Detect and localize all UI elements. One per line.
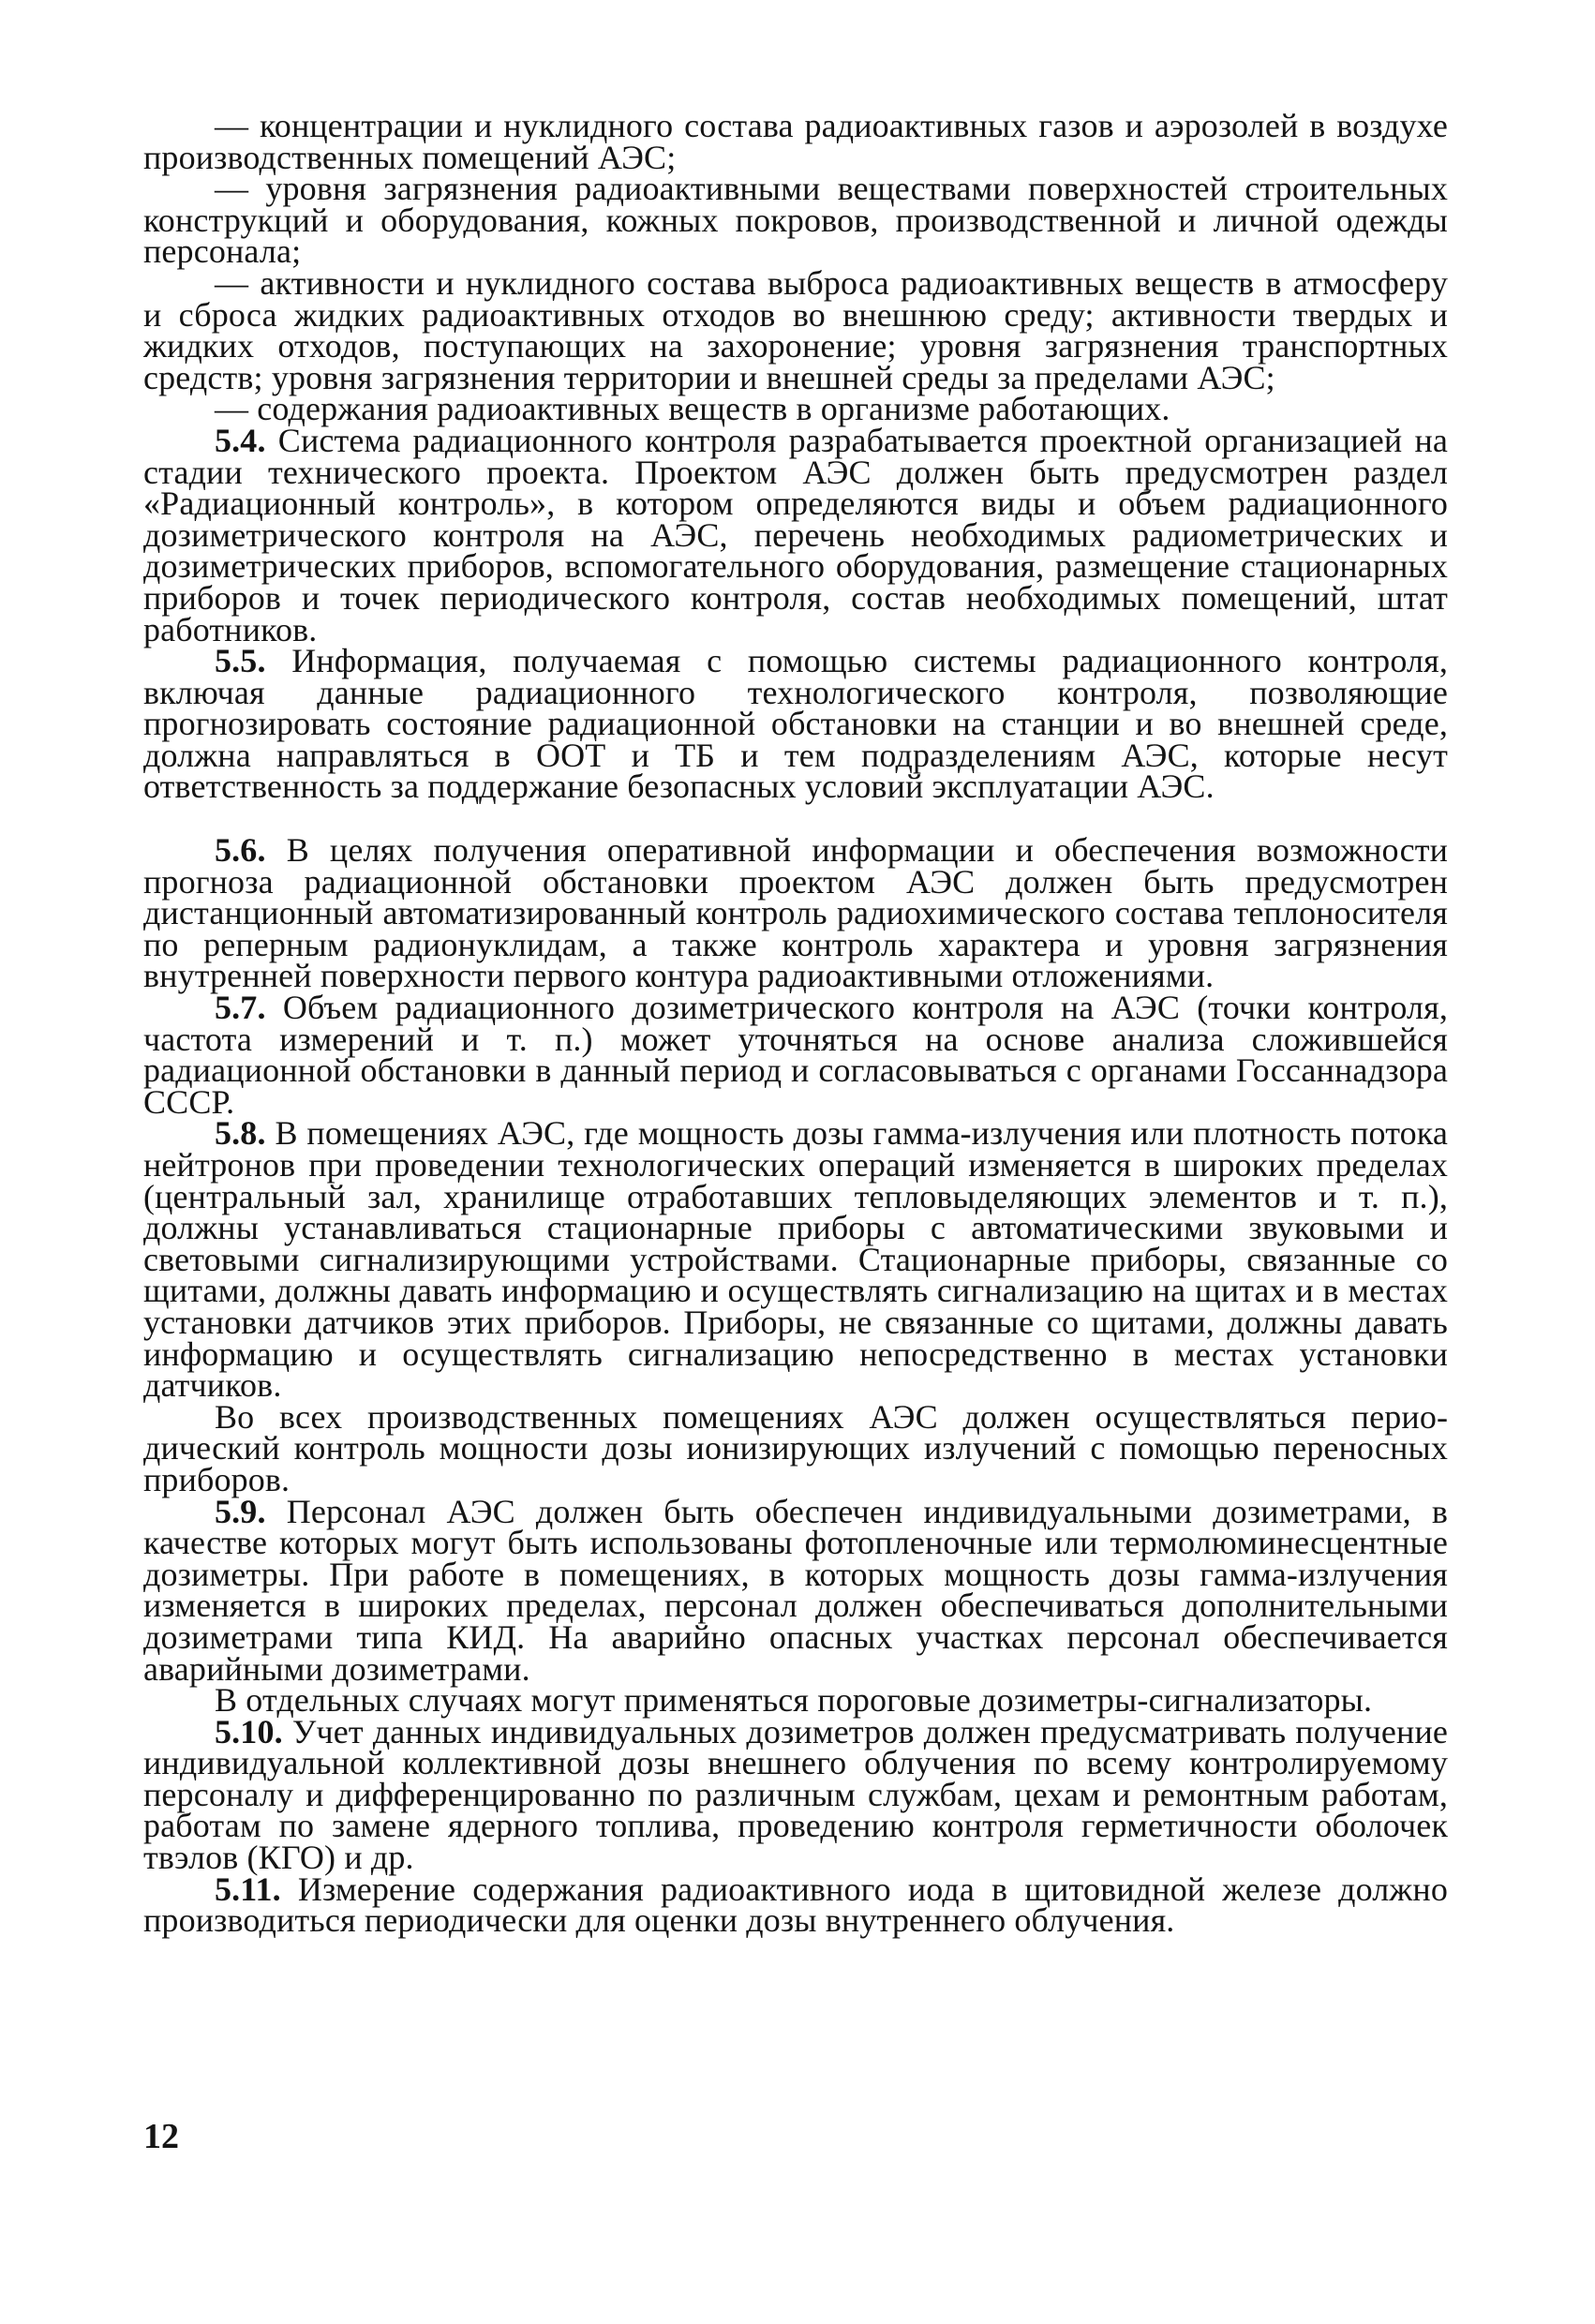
paragraph-surface-contamination — [143, 170, 1448, 271]
paragraph-5-6 — [143, 831, 1448, 995]
section-number: 5.9. — [215, 1492, 266, 1530]
paragraph-text: — содержания радиоактивных веществ в организме работающих. — [215, 390, 1170, 428]
paragraph-text: Объем радиационного дозиметрического контроля на АЭС (точки контроля, частота измерений и т. п.) может уточняться на основе анализа сложившейся радиационной обстановки в данный период и согласовываться с органами Госсаннадзора СССР. — [143, 989, 1448, 1121]
section-number: 5.8. — [215, 1114, 266, 1153]
paragraph-periodic-control — [143, 1397, 1448, 1498]
paragraph-text: Учет данных индивидуальных дозиметров должен предусматривать получение индивидуальной коллективной дозы внешнего облучения по всему контролируемому персоналу и дифференцированно по различным службам, цехам и ремонтным работам, работам по замене ядерного топлива, проведению контроля герметичности оболочек твэлов (КГО) и др. — [143, 1712, 1448, 1877]
page-body — [143, 107, 1448, 1940]
section-number: 5.11. — [215, 1870, 281, 1908]
paragraph-text: Информация, получаемая с помощью системы радиационного контроля, включая данные радиационного технологического контроля, позволяющие прогнозировать состояние радиационной обстановки на станции и во внешней среде, должна направляться в ООТ и ТБ и тем подразделениям АЭС, которые несут ответственность за поддержание безопасных условий эксплуатации АЭС. — [143, 642, 1448, 806]
paragraph-5-10 — [143, 1712, 1448, 1877]
section-number: 5.10. — [215, 1712, 283, 1750]
paragraph-5-11 — [143, 1870, 1448, 1940]
paragraph-threshold-dosimeters — [143, 1681, 1448, 1720]
paragraph-5-9 — [143, 1492, 1448, 1688]
paragraph-body-content — [143, 390, 1448, 428]
paragraph-5-8 — [143, 1114, 1448, 1405]
paragraph-text: — уровня загрязнения радиоактивными веществами поверхностей строительных конструкций и оборудования, кожных покровов, производственной и личной одежды персонала; — [143, 170, 1448, 271]
section-number: 5.6. — [215, 831, 266, 870]
paragraph-text: Персонал АЭС должен быть обеспечен индивидуальными дозиметрами, в качестве которых могут быть использованы фотопленочные или термолюминесцентные дозиметры. При работе в помещениях, в которых мощность дозы гамма-излучения изменяется в широких пределах, персонал должен обеспечиваться дополнительными дозиметрами типа КИД. На аварийно опасных участках персонал обеспечивается аварийными дозиметрами. — [143, 1492, 1448, 1688]
paragraph-text: В отдельных случаях могут применяться пороговые дозиметры-сигнализаторы. — [215, 1681, 1373, 1720]
section-number: 5.4. — [215, 421, 266, 459]
paragraph-5-7 — [143, 989, 1448, 1121]
paragraph-text: Система радиационного контроля разрабатывается проектной организацией на стадии технического проекта. Проектом АЭС должен быть предусмотрен раздел «Радиационный контроль», в котором определяются виды и объем радиационного дозиметрического контроля на АЭС, перечень необходимых радиометрических и дозиметрических приборов, вспомогательного оборудования, размещение стационарных приборов и точек периодического контроля, состав необходимых помещений, штат работников. — [143, 421, 1448, 648]
paragraph-text: — концентрации и нуклидного состава радиоактивных газов и аэрозолей в воздухе производственных помещений АЭС; — [143, 107, 1448, 176]
paragraph-emission-activity — [143, 263, 1448, 396]
section-number: 5.5. — [215, 642, 266, 680]
paragraph-text: — активности и нуклидного состава выброса радиоактивных веществ в атмосферу и сброса жидких радиоактивных отходов во внешнюю среду; активности твердых и жидких отходов, поступающих на захоронение; уровня загрязнения транспортных средств; уровня загрязнения территории и внешней среды за пределами АЭС; — [143, 263, 1448, 396]
section-number: 5.7. — [215, 989, 266, 1027]
paragraph-concentration — [143, 107, 1448, 176]
page-number: 12 — [143, 2117, 179, 2156]
paragraph-text: В целях получения оперативной информации и обеспечения возможности прогноза радиационной обстановки проектом АЭС должен быть предусмотрен дистанционный автоматизированный контроль радиохимического состава теплоносителя по реперным радионуклидам, а также контроль характера и уровня загрязнения внутренней поверхности первого контура радиоактивными отложениями. — [143, 831, 1448, 995]
paragraph-text: Во всех производственных помещениях АЭС должен осуществляться периодический контроль мощности дозы ионизирующих излучений с помощью переносных приборов. — [143, 1397, 1448, 1498]
paragraph-5-5 — [143, 642, 1448, 806]
paragraph-5-4 — [143, 421, 1448, 648]
paragraph-text: В помещениях АЭС, где мощность дозы гамма-излучения или плотность потока нейтронов при проведении технологических операций изменяется в широких пределах (центральный зал, хранилище отработавших тепловыделяющих элементов и т. п.), должны устанавливаться стационарные приборы с автоматическими звуковыми и световыми сигнализирующими устройствами. Стационарные приборы, связанные со щитами, должны давать информацию и осуществлять сигнализацию на щитах и в местах установки датчиков этих приборов. Приборы, не связанные со щитами, должны давать информацию и осуществлять сигнализацию непосредственно в местах установки датчиков. — [143, 1114, 1448, 1405]
paragraph-text: Измерение содержания радиоактивного иода в щитовидной железе должно производиться периодически для оценки дозы внутреннего облучения. — [143, 1870, 1448, 1940]
